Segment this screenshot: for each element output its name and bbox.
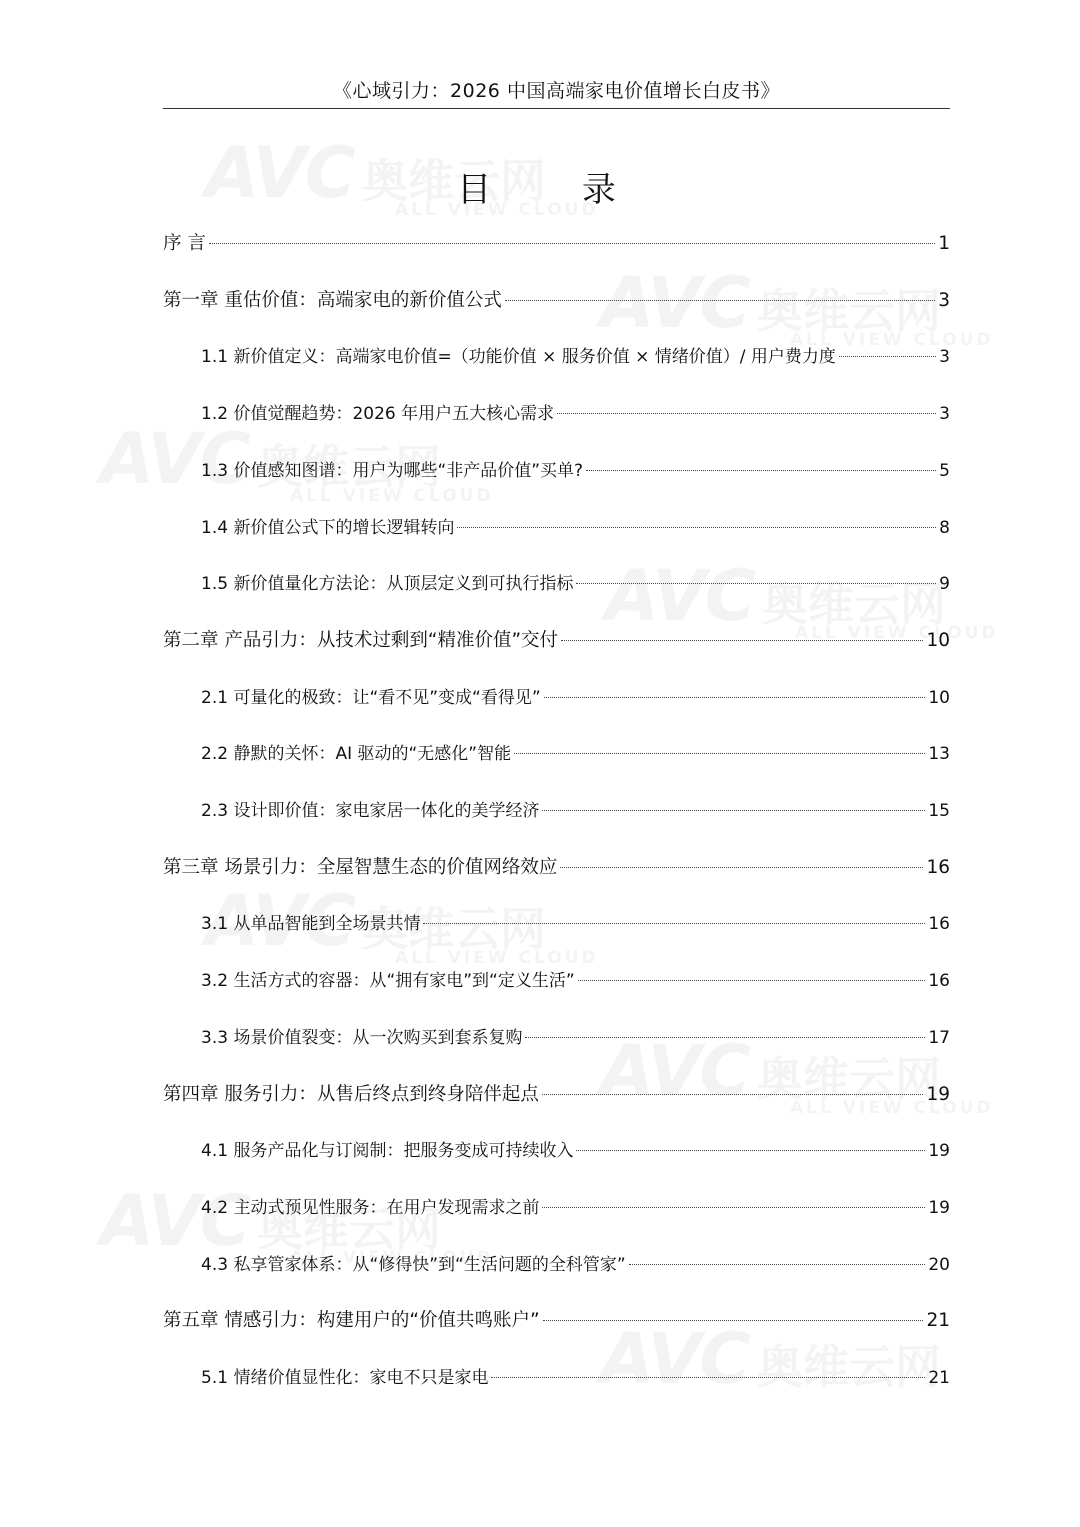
- toc-entry-title: 2.3 设计即价值：家电家居一体化的美学经济: [201, 801, 540, 821]
- toc-dot-leader: [525, 1037, 925, 1038]
- toc-page-number: 19: [926, 1084, 950, 1105]
- toc-dot-leader: [629, 1264, 926, 1265]
- toc-dot-leader: [576, 583, 936, 584]
- toc-entry-title: 第四章 服务引力：从售后终点到终身陪伴起点: [163, 1084, 539, 1105]
- toc-chapter-entry[interactable]: [163, 853, 950, 883]
- toc-chapter-entry[interactable]: [163, 1306, 950, 1336]
- toc-section-entry[interactable]: [201, 1363, 950, 1393]
- toc-section-entry[interactable]: [201, 513, 950, 543]
- toc-page-number: 3: [939, 347, 950, 367]
- toc-entry-title: 1.4 新价值公式下的增长逻辑转向: [201, 518, 455, 538]
- toc-dot-leader: [542, 1094, 924, 1095]
- toc-entry-title: 4.1 服务产品化与订阅制：把服务变成可持续收入: [201, 1141, 574, 1161]
- toc-dot-leader: [561, 640, 923, 641]
- toc-dot-leader: [839, 356, 936, 357]
- toc-section-entry[interactable]: [201, 1250, 950, 1280]
- toc-dot-leader: [505, 300, 935, 301]
- toc-page-number: 1: [938, 233, 950, 254]
- toc-chapter-entry[interactable]: [163, 286, 950, 316]
- toc-section-entry[interactable]: [201, 1136, 950, 1166]
- toc-page-number: 21: [926, 1310, 950, 1331]
- toc-entry-title: 2.2 静默的关怀：AI 驱动的“无感化”智能: [201, 744, 512, 764]
- toc-entry-title: 3.1 从单品智能到全场景共情: [201, 914, 421, 934]
- toc-entry-title: 1.1 新价值定义：高端家电价值=（功能价值 × 服务价值 × 情绪价值）/ 用户费力度: [201, 347, 836, 367]
- toc-section-entry[interactable]: [201, 909, 950, 939]
- toc-section-entry[interactable]: [201, 966, 950, 996]
- toc-page-number: 10: [928, 688, 950, 708]
- toc-entry-title: 1.2 价值觉醒趋势：2026 年用户五大核心需求: [201, 404, 555, 424]
- toc-section-entry[interactable]: [201, 683, 950, 713]
- toc-dot-leader: [586, 470, 936, 471]
- toc-dot-leader: [560, 867, 923, 868]
- toc-entry-title: 3.2 生活方式的容器：从“拥有家电”到“定义生活”: [201, 971, 575, 991]
- toc-entry-title: 第三章 场景引力：全屋智慧生态的价值网络效应: [163, 857, 558, 878]
- toc-page-number: 10: [926, 630, 950, 651]
- toc-page-number: 16: [928, 971, 950, 991]
- toc-page-number: 19: [928, 1141, 950, 1161]
- toc-page-number: 5: [939, 461, 950, 481]
- toc-dot-leader: [514, 753, 925, 754]
- toc-page-number: 16: [928, 914, 950, 934]
- toc-chapter-entry[interactable]: [163, 229, 950, 259]
- toc-entry-title: 第二章 产品引力：从技术过剩到“精准价值”交付: [163, 630, 559, 651]
- toc-entry-title: 1.3 价值感知图谱：用户为哪些“非产品价值”买单?: [201, 461, 584, 481]
- toc-dot-leader: [557, 413, 936, 414]
- toc-section-entry[interactable]: [201, 342, 950, 372]
- toc-dot-leader: [543, 1320, 924, 1321]
- toc-entry-title: 3.3 场景价值裂变：从一次购买到套系复购: [201, 1028, 523, 1048]
- toc-page-number: 13: [928, 744, 950, 764]
- toc-entry-title: 5.1 情绪价值显性化：家电不只是家电: [201, 1368, 489, 1388]
- toc-page-number: 15: [928, 801, 950, 821]
- toc-section-entry[interactable]: [201, 569, 950, 599]
- toc-entry-title: 2.1 可量化的极致：让“看不见”变成“看得见”: [201, 688, 541, 708]
- toc-dot-leader: [578, 980, 926, 981]
- toc-entry-title: 4.2 主动式预见性服务：在用户发现需求之前: [201, 1198, 540, 1218]
- toc-chapter-entry[interactable]: [163, 1080, 950, 1110]
- toc-page-number: 20: [928, 1255, 950, 1275]
- toc-section-entry[interactable]: [201, 1023, 950, 1053]
- toc-entry-title: 第五章 情感引力：构建用户的“价值共鸣账户”: [163, 1310, 540, 1331]
- toc-entry-title: 4.3 私享管家体系：从“修得快”到“生活问题的全科管家”: [201, 1255, 626, 1275]
- running-header: 《心域引力：2026 中国高端家电价值增长白皮书》: [333, 80, 780, 102]
- toc-section-entry[interactable]: [201, 399, 950, 429]
- toc-dot-leader: [544, 697, 926, 698]
- toc-title: 目 录: [457, 170, 656, 210]
- toc-page-number: 16: [926, 857, 950, 878]
- toc-dot-leader: [542, 810, 925, 811]
- toc-entry-title: 第一章 重估价值：高端家电的新价值公式: [163, 290, 502, 311]
- toc-dot-leader: [491, 1377, 925, 1378]
- toc-section-entry[interactable]: [201, 796, 950, 826]
- toc-section-entry[interactable]: [201, 456, 950, 486]
- toc-section-entry[interactable]: [201, 739, 950, 769]
- toc-dot-leader: [423, 923, 925, 924]
- toc-page-number: 17: [928, 1028, 950, 1048]
- toc-entry-title: 序 言: [163, 233, 206, 254]
- toc-dot-leader: [209, 243, 935, 244]
- toc-entry-title: 1.5 新价值量化方法论：从顶层定义到可执行指标: [201, 574, 574, 594]
- toc-dot-leader: [542, 1207, 925, 1208]
- toc-page-number: 19: [928, 1198, 950, 1218]
- toc-page-number: 9: [939, 574, 950, 594]
- toc-dot-leader: [576, 1150, 925, 1151]
- toc-page-number: 3: [939, 404, 950, 424]
- toc-dot-leader: [457, 527, 936, 528]
- toc-page-number: 8: [939, 518, 950, 538]
- toc-chapter-entry[interactable]: [163, 626, 950, 656]
- toc-page-number: 3: [938, 290, 950, 311]
- toc-page-number: 21: [928, 1368, 950, 1388]
- toc-section-entry[interactable]: [201, 1193, 950, 1223]
